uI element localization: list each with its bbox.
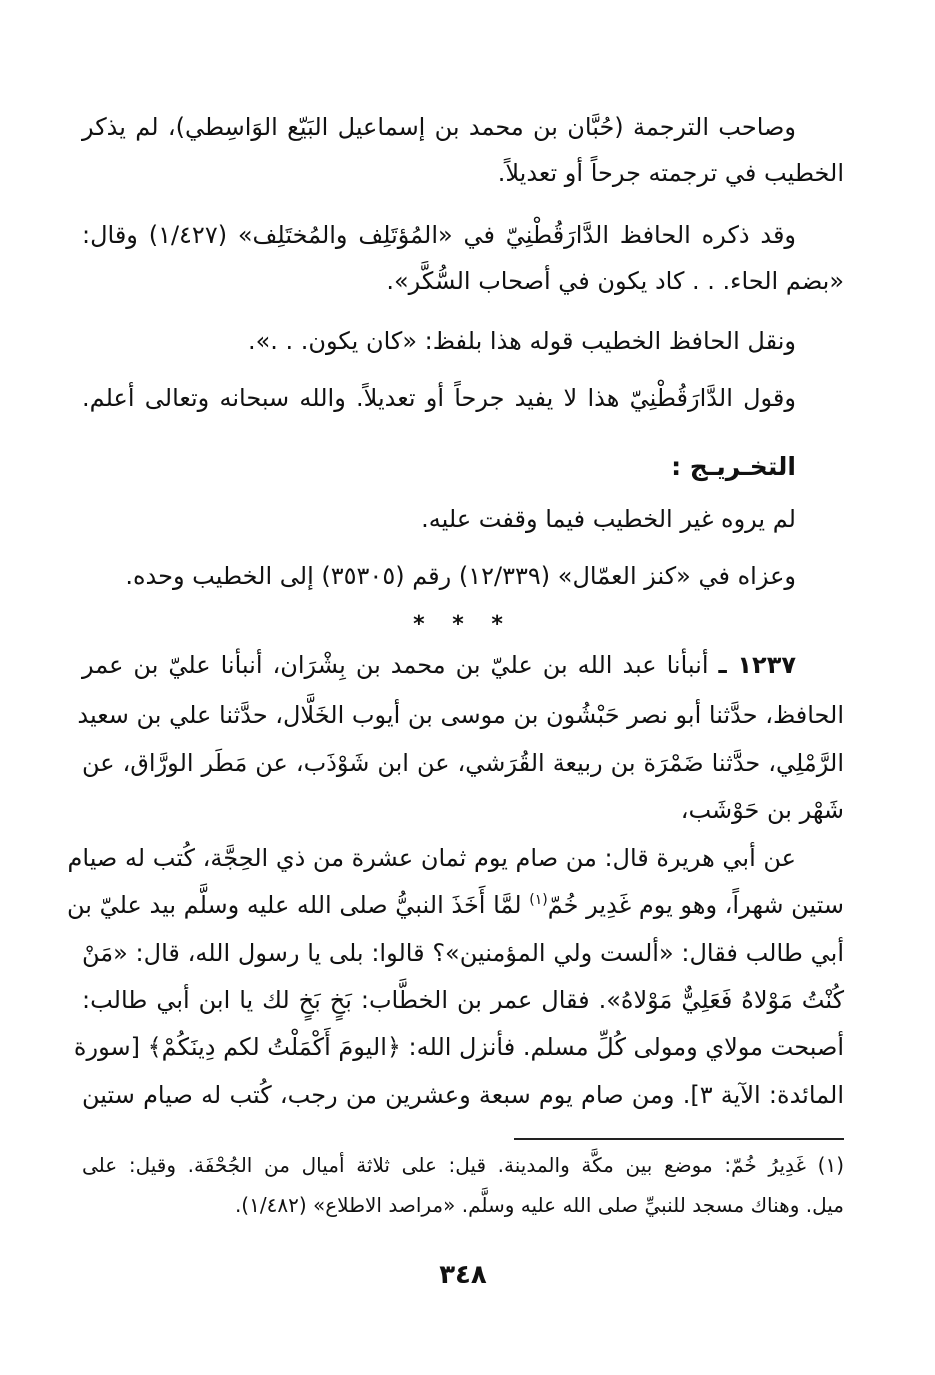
- hadith-isnad-line-4: شَهْر بن حَوْشَب،: [680, 796, 844, 824]
- hadith-isnad-line-3: الرَّمْلِي، حدَّثنا ضَمْرَة بن ربيعة القُرَشي، عن ابن شَوْذَب، عن مَطَر الورَّاق، عن: [82, 749, 844, 777]
- paragraph-1-line-2: الخطيب في ترجمته جرحاً أو تعديلاً.: [497, 159, 844, 187]
- paragraph-1-line-1: وصاحب الترجمة (حُبَّان بن محمد بن إسماعيل البَيّع الوَاسِطي)، لم يذكر: [82, 113, 796, 141]
- hadith-matn-text-2b: لمَّا أَخَذَ النبيُّ صلى الله عليه وسلَّم بيد عليّ بن: [67, 891, 530, 919]
- hadith-matn-line-6: المائدة: الآية ٣]. ومن صام يوم سبعة وعشرين من رجب، كُتب له صيام ستين: [82, 1081, 845, 1109]
- hadith-isnad-line-1: [82, 650, 844, 680]
- takhrij-line-2: وعزاه في «كنز العمّال» (١٢/٣٣٩) رقم (٣٥٣٠٥) إلى الخطيب وحده.: [125, 562, 796, 590]
- hadith-matn-line-4: كُنْتُ مَوْلاهُ فَعَلِيٌّ مَوْلاهُ». فقال عمر بن الخطَّاب: بَخٍ بَخٍ لك يا ابن أبي طالب:: [82, 986, 844, 1014]
- section-separator: * * *: [413, 612, 513, 637]
- page-number: ٣٤٨: [439, 1260, 487, 1290]
- takhrij-heading: التخـريـج :: [671, 452, 796, 481]
- footnote-line-2: ميل. وهناك مسجد للنبيِّ صلى الله عليه وسلَّم. «مراصد الاطلاع» (١/٤٨٢).: [234, 1193, 844, 1217]
- hadith-number: ١٢٣٧ ـ: [718, 651, 796, 679]
- takhrij-line-1: لم يروه غير الخطيب فيما وقفت عليه.: [421, 505, 796, 533]
- paragraph-4-line-1: وقول الدَّارَقُطْنِيّ هذا لا يفيد جرحاً أو تعديلاً. والله سبحانه وتعالى أعلم.: [82, 384, 796, 412]
- footnote-reference[interactable]: (١): [529, 892, 548, 908]
- paragraph-3-line-1: ونقل الحافظ الخطيب قوله هذا بلفظ: «كان يكون. . .».: [247, 327, 796, 355]
- paragraph-2-line-2: «بضم الحاء. . . كاد يكون في أصحاب السُّكَّر».: [386, 267, 844, 295]
- hadith-matn-line-5: أصبحت مولاي ومولى كُلِّ مسلم. فأنزل الله: ﴿اليومَ أَكْمَلْتُ لكم دِينَكُمْ﴾ [سورة: [73, 1033, 844, 1061]
- paragraph-2-line-1: وقد ذكره الحافظ الدَّارَقُطْنِيّ في «المُؤتَلِف والمُختَلِف» (١/٤٢٧) وقال:: [82, 221, 797, 249]
- hadith-isnad-text-1: أنبأنا عبد الله بن عليّ بن محمد بن بِشْرَان، أنبأنا عليّ بن عمر: [82, 651, 709, 679]
- hadith-matn-line-3: أبي طالب فقال: «ألست ولي المؤمنين»؟ قالوا: بلى يا رسول الله، قال: «مَنْ: [82, 939, 844, 967]
- hadith-matn-line-2: [67, 890, 844, 920]
- footnote-rule: [514, 1138, 844, 1140]
- hadith-matn-line-1: عن أبي هريرة قال: من صام يوم ثمان عشرة من ذي الحِجَّة، كُتب له صيام: [67, 844, 796, 872]
- footnote-line-1: (١) غَدِيرُ خُمّ: موضع بين مكَّة والمدينة. قيل: على ثلاثة أميال من الجُحْفَة. وقيل: على: [82, 1153, 844, 1177]
- hadith-matn-text-2a: ستين شهراً، وهو يوم غَدِير خُمّ: [547, 891, 844, 919]
- hadith-isnad-line-2: الحافظ، حدَّثنا أبو نصر حَبْشُون بن موسى بن أيوب الخَلَّال، حدَّثنا علي بن سعيد: [77, 701, 844, 729]
